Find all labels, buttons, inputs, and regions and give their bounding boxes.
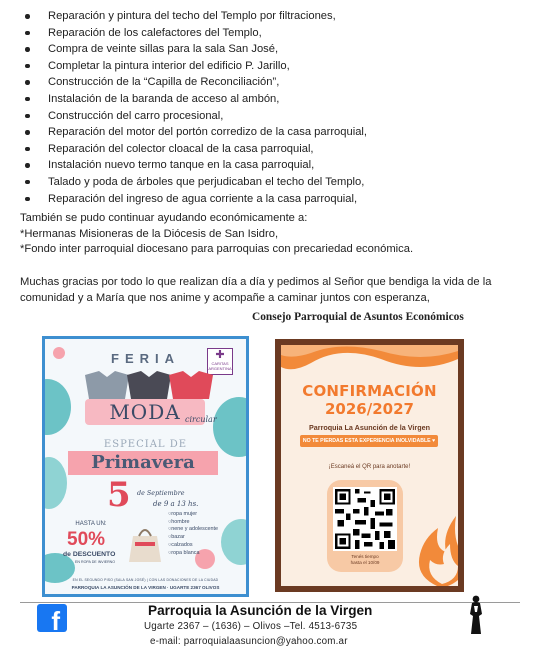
signature-council: Consejo Parroquial de Asuntos Económicos [252,311,464,323]
list-item: Compra de veinte sillas para la sala San José, [22,41,522,58]
scan-instruction: ¡Escaneá el QR para anotarte! [328,464,411,470]
event-day: 5 [107,475,131,515]
clothes-bag-illustration [127,522,163,564]
facebook-icon[interactable]: f [37,604,67,632]
also-intro: También se pudo continuar ayudando económicamente a: [20,212,308,224]
deadline-line-1: Tenés tiempo [351,554,379,559]
list-item: Reparación del colector cloacal de la casa parroquial, [22,141,522,158]
feria-poster [42,336,249,597]
list-item: ○ hombre [168,519,230,527]
confirmacion-years: 2026/2027 [325,400,414,418]
list-item: ○ bazar [168,534,230,542]
confirmacion-poster [275,339,464,592]
works-list [22,8,522,207]
category-list [168,511,230,557]
list-item: Completar la pintura interior del edificio P. Jarillo, [22,58,522,75]
discount-percent: 50% [67,529,106,550]
list-item: Reparación de los calefactores del Templo, [22,25,522,42]
hasta-label: HASTA UN: [75,521,107,527]
flame-dove-icon [412,508,458,586]
clothes-illustration [77,369,223,401]
thanks-paragraph: Muchas gracias por todo lo que realizan día a día y pedimos al Señor que bendiga la vida de la comunidad y a María que nos anime y acompañe a caminar juntos con esperanza, [20,276,492,304]
winter-clothes-label: EN ROPA DE INVIERNO [75,560,116,564]
also-line-1: *Hermanas Misioneras de la Diócesis de San Isidro, [20,227,279,240]
discount-label: de DESCUENTO [63,551,116,558]
event-month: de Septiembre [137,489,185,497]
parish-email[interactable]: e-mail: parroquialaasuncion@yahoo.com.ar [150,636,348,647]
caritas-sub: ARGENTINA [208,366,232,371]
virgin-mary-silhouette-icon [465,594,487,638]
list-item: Reparación del motor del portón corredizo de la casa parroquial, [22,124,522,141]
decorative-waves [281,345,458,381]
caritas-cross-icon: ✚ [215,349,225,361]
list-item: Reparación del ingreso de agua corriente a la casa parroquial, [22,191,522,208]
list-item: ○ calzados [168,542,230,550]
feria-footer-parish: PARROQUIA LA ASUNCIÓN DE LA VIRGEN · UGARTE 2367 OLIVOS [71,585,220,590]
primavera-banner: Primavera [68,451,218,475]
caritas-name: CARITAS [211,361,229,366]
list-item: ○ ropa blanca [168,550,230,558]
especial-de: ESPECIAL DE [103,439,188,450]
moda-heading: MODA [85,399,205,425]
event-hours: de 9 a 13 hs. [153,500,199,508]
confirmacion-banner: NO TE PIERDAS ESTA EXPERIENCIA INOLVIDABLE ♥ [300,435,438,447]
list-item: Construcción del carro procesional, [22,108,522,125]
also-line-2: *Fondo inter parroquial diocesano para parroquias con precariedad económica. [20,243,414,256]
deadline-line-2: hasta el 10/09 [350,560,380,565]
parish-name: Parroquia la Asunción de la Virgen [148,603,373,618]
feria-footer-location: EN EL SEGUNDO PISO (SALA SAN JOSÉ) | CON LAS DONACIONES DE LA CIUDAD [72,578,219,582]
list-item: Reparación y pintura del techo del Templo por filtraciones, [22,8,522,25]
parish-address: Ugarte 2367 – (1636) – Olivos –Tel. 4513-6735 [144,621,358,632]
qr-code-icon[interactable] [333,487,397,551]
list-item: ○ nene y adolescente [168,526,230,534]
moda-circular: circular [185,415,217,424]
list-item: Talado y poda de árboles que perjudicaban el techo del Templo, [22,174,522,191]
list-item: ○ ropa mujer [168,511,230,519]
feria-title: FERIA [111,351,180,366]
also-helped-section [20,211,413,258]
list-item: Construcción de la “Capilla de Reconciliación”, [22,74,522,91]
list-item: Instalación de la baranda de acceso al ambón, [22,91,522,108]
list-item: Instalación nuevo termo tanque en la casa parroquial, [22,157,522,174]
confirmacion-title: CONFIRMACIÓN [302,382,437,400]
registration-deadline [327,554,403,566]
confirmacion-parish: Parroquia La Asunción de la Virgen [308,423,431,432]
